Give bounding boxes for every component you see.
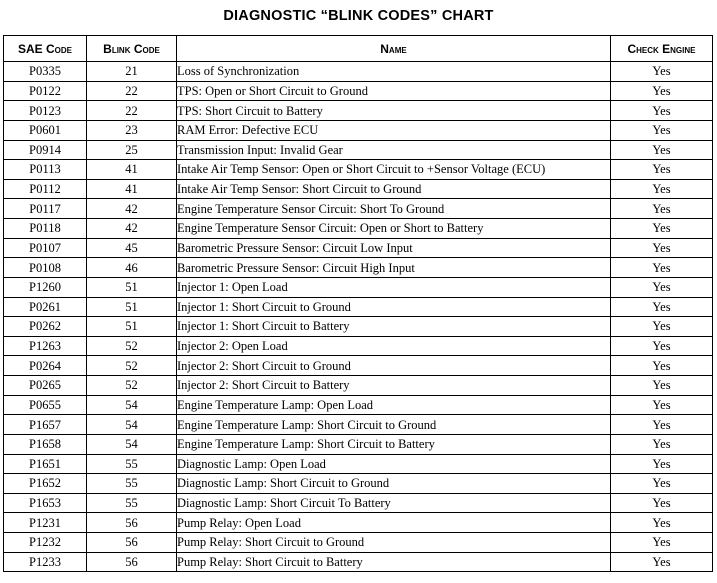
blink-code-cell: 54 — [87, 415, 177, 435]
table-row — [4, 140, 713, 160]
blink-code-cell: 46 — [87, 258, 177, 278]
table-row — [4, 533, 713, 553]
sae-code-cell: P1653 — [4, 493, 87, 513]
check-engine-cell: Yes — [611, 297, 713, 317]
table-row — [4, 199, 713, 219]
sae-code-cell: P0107 — [4, 238, 87, 258]
blink-code-cell: 52 — [87, 376, 177, 396]
name-cell: Loss of Synchronization — [177, 62, 611, 82]
sae-code-cell: P1260 — [4, 277, 87, 297]
blink-code-cell: 56 — [87, 533, 177, 553]
table-row — [4, 395, 713, 415]
check-engine-cell: Yes — [611, 533, 713, 553]
check-engine-cell: Yes — [611, 317, 713, 337]
blink-code-cell: 41 — [87, 160, 177, 180]
blink-code-cell: 56 — [87, 552, 177, 572]
blink-code-cell: 21 — [87, 62, 177, 82]
blink-code-cell: 56 — [87, 513, 177, 533]
column-header-sae-code: SAE Code — [4, 36, 87, 62]
sae-code-cell: P0264 — [4, 356, 87, 376]
name-cell: Barometric Pressure Sensor: Circuit Low Input — [177, 238, 611, 258]
check-engine-cell: Yes — [611, 101, 713, 121]
table-row — [4, 179, 713, 199]
blink-code-cell: 51 — [87, 297, 177, 317]
blink-code-cell: 55 — [87, 493, 177, 513]
sae-code-cell: P0265 — [4, 376, 87, 396]
check-engine-cell: Yes — [611, 199, 713, 219]
blink-code-cell: 51 — [87, 277, 177, 297]
table-row — [4, 336, 713, 356]
sae-code-cell: P0262 — [4, 317, 87, 337]
name-cell: Injector 1: Short Circuit to Battery — [177, 317, 611, 337]
check-engine-cell: Yes — [611, 395, 713, 415]
table-row — [4, 297, 713, 317]
table-header-row — [4, 36, 713, 62]
check-engine-cell: Yes — [611, 493, 713, 513]
name-cell: TPS: Short Circuit to Battery — [177, 101, 611, 121]
name-cell: Pump Relay: Open Load — [177, 513, 611, 533]
sae-code-cell: P0122 — [4, 81, 87, 101]
name-cell: Engine Temperature Lamp: Short Circuit to Ground — [177, 415, 611, 435]
name-cell: Diagnostic Lamp: Short Circuit to Ground — [177, 474, 611, 494]
sae-code-cell: P0108 — [4, 258, 87, 278]
table-row — [4, 356, 713, 376]
table-row — [4, 258, 713, 278]
name-cell: Intake Air Temp Sensor: Open or Short Circuit to +Sensor Voltage (ECU) — [177, 160, 611, 180]
table-row — [4, 434, 713, 454]
check-engine-cell: Yes — [611, 120, 713, 140]
table-row — [4, 81, 713, 101]
check-engine-cell: Yes — [611, 336, 713, 356]
check-engine-cell: Yes — [611, 376, 713, 396]
table-row — [4, 120, 713, 140]
blink-code-cell: 25 — [87, 140, 177, 160]
blink-code-cell: 55 — [87, 474, 177, 494]
name-cell: Transmission Input: Invalid Gear — [177, 140, 611, 160]
sae-code-cell: P0601 — [4, 120, 87, 140]
table-row — [4, 317, 713, 337]
blink-code-cell: 54 — [87, 434, 177, 454]
blink-code-cell: 22 — [87, 101, 177, 121]
check-engine-cell: Yes — [611, 81, 713, 101]
blink-code-cell: 42 — [87, 219, 177, 239]
table-row — [4, 513, 713, 533]
sae-code-cell: P0655 — [4, 395, 87, 415]
sae-code-cell: P0123 — [4, 101, 87, 121]
table-row — [4, 160, 713, 180]
table-row — [4, 62, 713, 82]
sae-code-cell: P0112 — [4, 179, 87, 199]
name-cell: Pump Relay: Short Circuit to Battery — [177, 552, 611, 572]
check-engine-cell: Yes — [611, 356, 713, 376]
sae-code-cell: P0335 — [4, 62, 87, 82]
sae-code-cell: P0118 — [4, 219, 87, 239]
sae-code-cell: P1651 — [4, 454, 87, 474]
blink-codes-table — [3, 35, 713, 572]
blink-code-cell: 54 — [87, 395, 177, 415]
name-cell: Injector 2: Short Circuit to Battery — [177, 376, 611, 396]
blink-code-cell: 52 — [87, 356, 177, 376]
sae-code-cell: P1658 — [4, 434, 87, 454]
check-engine-cell: Yes — [611, 238, 713, 258]
sae-code-cell: P1233 — [4, 552, 87, 572]
name-cell: Engine Temperature Lamp: Short Circuit to Battery — [177, 434, 611, 454]
check-engine-cell: Yes — [611, 513, 713, 533]
sae-code-cell: P1263 — [4, 336, 87, 356]
sae-code-cell: P0113 — [4, 160, 87, 180]
column-header-name: Name — [177, 36, 611, 62]
name-cell: Intake Air Temp Sensor: Short Circuit to Ground — [177, 179, 611, 199]
check-engine-cell: Yes — [611, 179, 713, 199]
blink-code-cell: 55 — [87, 454, 177, 474]
table-row — [4, 454, 713, 474]
table-row — [4, 552, 713, 572]
name-cell: Diagnostic Lamp: Open Load — [177, 454, 611, 474]
blink-code-cell: 22 — [87, 81, 177, 101]
sae-code-cell: P1652 — [4, 474, 87, 494]
name-cell: Diagnostic Lamp: Short Circuit To Battery — [177, 493, 611, 513]
check-engine-cell: Yes — [611, 160, 713, 180]
check-engine-cell: Yes — [611, 258, 713, 278]
name-cell: Injector 2: Short Circuit to Ground — [177, 356, 611, 376]
check-engine-cell: Yes — [611, 140, 713, 160]
blink-code-cell: 41 — [87, 179, 177, 199]
sae-code-cell: P0914 — [4, 140, 87, 160]
name-cell: RAM Error: Defective ECU — [177, 120, 611, 140]
blink-code-cell: 51 — [87, 317, 177, 337]
table-row — [4, 219, 713, 239]
table-body — [4, 62, 713, 572]
check-engine-cell: Yes — [611, 277, 713, 297]
sae-code-cell: P0117 — [4, 199, 87, 219]
name-cell: TPS: Open or Short Circuit to Ground — [177, 81, 611, 101]
table-row — [4, 277, 713, 297]
sae-code-cell: P1231 — [4, 513, 87, 533]
table-row — [4, 101, 713, 121]
name-cell: Injector 2: Open Load — [177, 336, 611, 356]
check-engine-cell: Yes — [611, 434, 713, 454]
name-cell: Engine Temperature Sensor Circuit: Short To Ground — [177, 199, 611, 219]
name-cell: Engine Temperature Sensor Circuit: Open or Short to Battery — [177, 219, 611, 239]
blink-code-cell: 42 — [87, 199, 177, 219]
blink-code-cell: 52 — [87, 336, 177, 356]
table-row — [4, 474, 713, 494]
name-cell: Barometric Pressure Sensor: Circuit High Input — [177, 258, 611, 278]
column-header-check-engine: Check Engine — [611, 36, 713, 62]
table-row — [4, 415, 713, 435]
sae-code-cell: P1232 — [4, 533, 87, 553]
check-engine-cell: Yes — [611, 219, 713, 239]
name-cell: Engine Temperature Lamp: Open Load — [177, 395, 611, 415]
sae-code-cell: P1657 — [4, 415, 87, 435]
check-engine-cell: Yes — [611, 454, 713, 474]
blink-code-cell: 23 — [87, 120, 177, 140]
check-engine-cell: Yes — [611, 552, 713, 572]
column-header-blink-code: Blink Code — [87, 36, 177, 62]
table-row — [4, 238, 713, 258]
table-row — [4, 376, 713, 396]
check-engine-cell: Yes — [611, 415, 713, 435]
check-engine-cell: Yes — [611, 474, 713, 494]
name-cell: Pump Relay: Short Circuit to Ground — [177, 533, 611, 553]
blink-code-cell: 45 — [87, 238, 177, 258]
name-cell: Injector 1: Short Circuit to Ground — [177, 297, 611, 317]
check-engine-cell: Yes — [611, 62, 713, 82]
name-cell: Injector 1: Open Load — [177, 277, 611, 297]
sae-code-cell: P0261 — [4, 297, 87, 317]
table-row — [4, 493, 713, 513]
chart-title: DIAGNOSTIC “BLINK CODES” CHART — [223, 8, 494, 24]
